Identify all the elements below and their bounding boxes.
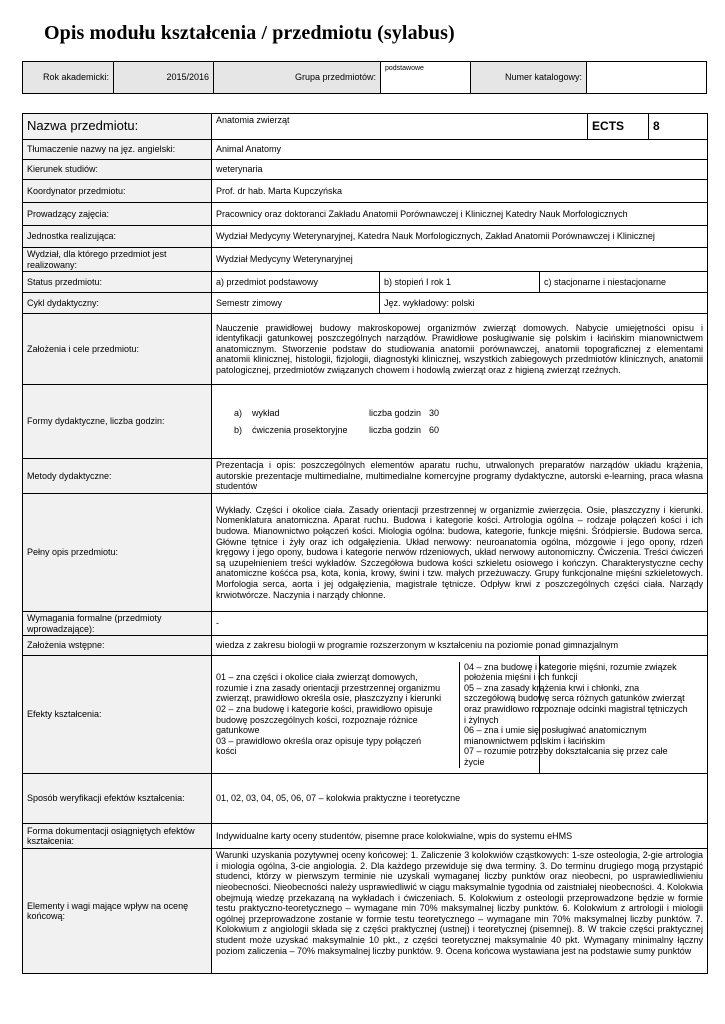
metody-value: Prezentacja i opis: poszczególnych elementów aparatu ruchu, utrwalonych preparatów narządów układu krążenia, autorskie prezentacje multimedialne, multimedialne komercyjne programy dydaktyczne, autorski e-learning, praca własna studentów xyxy=(212,459,708,494)
forma-dok-value: Indywidualne karty oceny studentów, pisemne prace kolokwialne, wpis do systemu eHMS xyxy=(212,824,708,849)
forma-item xyxy=(234,405,703,422)
wydzial-value: Wydział Medycyny Weterynaryjnej xyxy=(212,248,708,272)
forma-hours-label: liczba godzin xyxy=(369,407,422,418)
wstepne-value: wiedza z zakresu biologii w programie rozszerzonym w kształceniu na poziomie ponad gimnazjalnym xyxy=(212,636,708,656)
efekty-left-text: 01 – zna części i okolice ciała zwierząt domowych, rozumie i zna zasady orientacji przestrzennej organizmu zwierząt, prawidłowo określa osie, płaszczyzny i kierunki 02 – zna budowę i kategorie kości, prawidłowo opisuje budowę poszczególnych kości, rozpoznaje różnice gatunkowe 03 – prawidłowo określa oraz opisuje typy połączeń kości xyxy=(216,672,442,757)
efekty-right-text: 04 – zna budowę i kategorie mięśni, rozumie związek położenia mięśni i ich funkcji 05 – zna zasady krążenia krwi i chłonki, zna szczegółową budowę serca różnych gatunków zwierząt oraz prawidłowo rozpoznaje odcinki magistral tętniczych i żylnych 06 – zna i umie się posługiwać anatomicznym mianownictwem polskim i łacińskim 07 – rozumie potrzeby dokształcania się przez całe życie xyxy=(459,662,689,768)
status-label: Status przedmiotu: xyxy=(23,272,212,293)
cykl-value-semestr: Semestr zimowy xyxy=(212,293,380,314)
status-value-b: b) stopień I rok 1 xyxy=(380,272,540,293)
elementy-label: Elementy i wagi mające wpływ na ocenę końcową: xyxy=(23,849,212,974)
kierunek-label: Kierunek studiów: xyxy=(23,160,212,180)
koordynator-value: Prof. dr hab. Marta Kupczyńska xyxy=(212,180,708,203)
wymagania-label: Wymagania formalne (przedmioty wprowadzające): xyxy=(23,611,212,635)
kierunek-value: weterynaria xyxy=(212,160,708,180)
sposob-value: 01, 02, 03, 04, 05, 06, 07 – kolokwia praktyczne i teoretyczne xyxy=(212,774,708,824)
forma-letter: a) xyxy=(234,407,243,418)
koordynator-label: Koordynator przedmiotu: xyxy=(23,180,212,203)
forma-name: ćwiczenia prosektoryjne xyxy=(252,424,348,435)
formy-list xyxy=(212,385,708,459)
forma-letter: b) xyxy=(234,424,243,435)
forma-dok-label: Forma dokumentacji osiągniętych efektów kształcenia: xyxy=(23,824,212,849)
grupa-label: Grupa przedmiotów: xyxy=(214,62,381,93)
numer-value xyxy=(587,62,706,93)
efekty-right xyxy=(464,656,708,774)
forma-name: wykład xyxy=(252,407,280,418)
cykl-value-jezyk: Jęz. wykładowy: polski xyxy=(380,293,708,314)
elementy-value: Warunki uzyskania pozytywnej oceny końcowej: 1. Zaliczenie 3 kolokwiów cząstkowych: 1-sze osteologia, 2-gie artrologia i miologia ogólna, 3-cie angiologia. 2. Dla każdego przewiduje się dwa terminy. 3. Do terminu drugiego mogą przystąpić studenci, którzy w pierwszym terminie nie uzyskali wymaganej liczby punktów oraz nieobecni, po usprawiedliwieniu nieobecności. Nieobecności należy usprawiedliwić w ciągu maksymalnie tygodnia od zaistniałej nieobecności. 4. Kolokwia obejmują wiedzę przekazaną na wykładach i ćwiczeniach. 5. Kolokwium z osteologii przeprowadzone będzie w formie testu praktyczno-teoretycznego – wymagane min 70% maksymalnej liczby punktów. 6. Kolokwium z artrologii i miologii ogólnej przeprowadzone zostanie w formie testu teoretycznego – wymagane min 70% maksymalnej liczby punktów. 7. Kolokwium z angiologii składa się z części praktycznej (ustnej) i teoretycznej (pisemnej). 8. W trakcie części praktycznej student może uzyskać maksymalnie 10 pkt., z części teoretycznej maksymalnie 40 pkt. Wymagany minimalny łączny poziom zaliczenia – 70% maksymalnej liczby punktów. 9. Ocena końcowa wystawiana jest na podstawie sumy punktów xyxy=(212,849,708,974)
wydzial-label: Wydział, dla którego przedmiot jest realizowany: xyxy=(23,248,212,272)
ects-value: 8 xyxy=(649,114,708,140)
rok-label: Rok akademicki: xyxy=(23,62,114,93)
numer-label: Numer katalogowy: xyxy=(471,62,587,93)
wymagania-value: - xyxy=(212,611,708,635)
jednostka-label: Jednostka realizująca: xyxy=(23,226,212,248)
opis-value: Wykłady. Części i okolice ciała. Zasady orientacji przestrzennej w organizmie zwierzęcia. Osie, płaszczyzny i kierunki. Nomenklatura anatomiczna. Aparat ruchu. Budowa i kategorie kości. Artrologia ogólna – rodzaje połączeń kości i ich budowa. Mianownictwo połączeń kości. Miologia ogólna: budowa, kategorie, funkcje mięśni. Śródpiersie. Budowa serca. Główne tętnice i żyły oraz ich odgałęzienia. Układ nerwowy: neuroanatomia ogólna, mózgowie i jego opony, rdzeń kręgowy i jego opony, budowa i kategorie nerwów rdzeniowych, układ nerwowy autonomiczny. Ćwiczenia. Treści ćwiczeń są uzupełnieniem treści wykładów. Szczegółowa budowa kości szkieletu osiowego i kończyn. Charakterystyczne cechy anatomiczne kośćca psa, kota, konia, krowy, świni i tzw. małych przeżuwaczy. Grupy funkcjonalne mięśni szkieletowych. Morfologia serca, aorta i jej odgałęzienia, magistrale tętnicze. Odpływ krwi z poszczególnych części ciała. Narządy krwiotwórcze. Naczynia i narządy chłonne. xyxy=(212,493,708,611)
status-value-c: c) stacjonarne i niestacjonarne xyxy=(540,272,708,293)
zalozenia-value: Nauczenie prawidłowej budowy makroskopowej organizmów zwierząt domowych. Nabycie umiejętności opisu i identyfikacji gatunkowej poszczególnych narządów. Prawidłowe posługiwanie się polskim i łacińskim mianownictwem anatomicznym. Stworzenie podstaw do studiowania anatomii porównawczej, anatomii topograficznej z elementami anatomii klinicznej, histologii, fizjologii, diagnostyki klinicznej, wszystkich zabiegowych przedmiotów klinicznych, anatomii patologicznej, przedmiotów związanych chowem i hodowlą zwierząt oraz z higieną zwierząt rzeźnych. xyxy=(212,314,708,385)
opis-label: Pełny opis przedmiotu: xyxy=(23,493,212,611)
sposob-label: Sposób weryfikacji efektów kształcenia: xyxy=(23,774,212,824)
efekty-label: Efekty kształcenia: xyxy=(23,656,212,774)
status-value-a: a) przedmiot podstawowy xyxy=(212,272,380,293)
metody-label: Metody dydaktyczne: xyxy=(23,459,212,494)
forma-hours: 60 xyxy=(429,424,440,435)
header-bar xyxy=(22,61,707,94)
tlumaczenie-value: Animal Anatomy xyxy=(212,140,708,160)
document-title: Opis modułu kształcenia / przedmiotu (sylabus) xyxy=(44,22,455,44)
forma-hours-label: liczba godzin xyxy=(369,424,422,435)
wstepne-label: Założenia wstępne: xyxy=(23,636,212,656)
tlumaczenie-label: Tłumaczenie nazwy na jęz. angielski: xyxy=(23,140,212,160)
prowadzacy-value: Pracownicy oraz doktoranci Zakładu Anatomii Porównawczej i Klinicznej Katedry Nauk Morfologicznych xyxy=(212,203,708,226)
nazwa-label: Nazwa przedmiotu: xyxy=(23,114,212,140)
ects-label: ECTS xyxy=(588,114,649,140)
cykl-label: Cykl dydaktyczny: xyxy=(23,293,212,314)
jednostka-value: Wydział Medycyny Weterynaryjnej, Katedra Nauk Morfologicznych, Zakład Anatomii Porównawczej i Klinicznej xyxy=(212,226,708,248)
rok-value: 2015/2016 xyxy=(114,62,214,93)
zalozenia-label: Założenia i cele przedmiotu: xyxy=(23,314,212,385)
grupa-value: podstawowe xyxy=(381,62,471,93)
forma-hours: 30 xyxy=(429,407,440,418)
syllabus-table xyxy=(22,113,708,974)
prowadzacy-label: Prowadzący zajęcia: xyxy=(23,203,212,226)
formy-label: Formy dydaktyczne, liczba godzin: xyxy=(23,385,212,459)
forma-item xyxy=(234,422,703,439)
nazwa-value: Anatomia zwierząt xyxy=(212,114,588,140)
